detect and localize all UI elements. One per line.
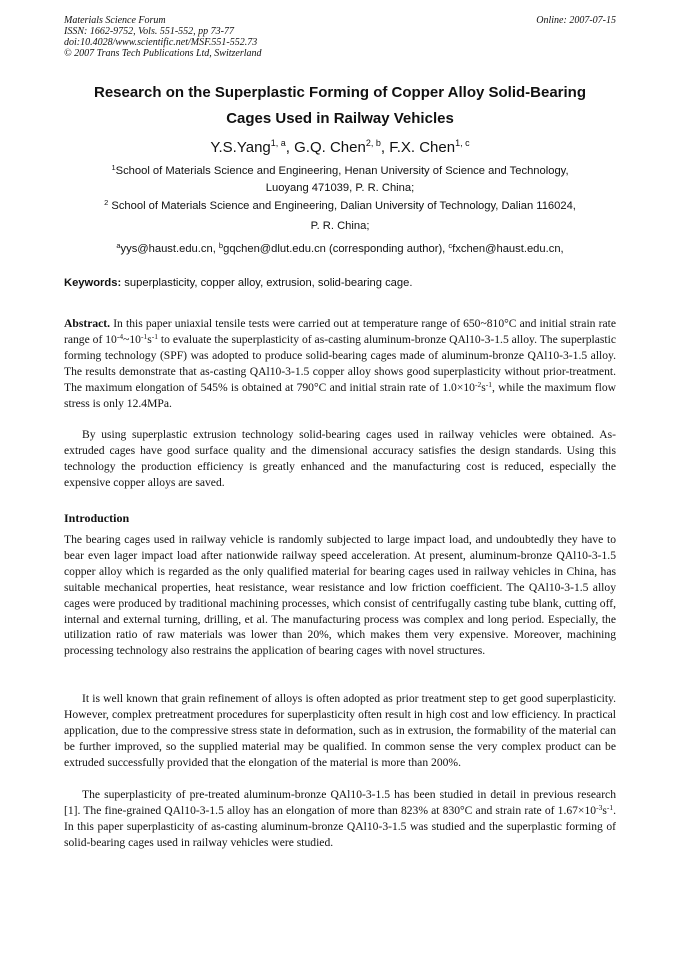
intro-paragraph-1 xyxy=(64,532,616,659)
paragraph-text: The superplasticity of pre-treated aluminum-bronze QAl10-3-1.5 has been studied in detail in previous research [1]. The fine-grained QAl10-3-1.5 alloy has an elongation of more than 823% at 830°C and strain rate of $1.67\times 10^{-3}s^{-1}$. In this paper superplasticity of as-casting aluminum-bronze QAl10-3-1.5 was studied and the superplastic forming of solid-bearing cages used in railway vehicles were studied. xyxy=(64,788,616,849)
paragraph-text: By using superplastic extrusion technology solid-bearing cages used in railway vehicles were obtained. As-extruded cages have good surface quality and the dimensional accuracy satisfies the design standards. Using this technology the production efficiency is greatly enhanced and the manufacturing cost is reduced, especially the expensive copper alloys are saved. xyxy=(64,428,616,489)
author-affil-sup: 1, a xyxy=(270,138,286,148)
keywords xyxy=(64,276,616,291)
superscript: -1 xyxy=(485,379,492,389)
journal-header xyxy=(64,15,616,59)
superscript: -3 xyxy=(596,802,603,812)
keywords-text: superplasticity, copper alloy, extrusion, solid-bearing cage. xyxy=(121,277,413,289)
affil-text: Luoyang 471039, P. R. China; xyxy=(265,182,415,194)
title-line-2: Cages Used in Railway Vehicles xyxy=(226,110,454,127)
email-link[interactable]: yys@haust.edu.cn, xyxy=(120,243,219,255)
paragraph-text: In this paper uniaxial tensile tests were carried out at temperature range of 650~810°C and initial strain rate range of $10^{-4}\sim 10^{-1}s^{-1}$ to evaluate the superplasticity of as-casting aluminum-bronze QAl10-3-1.5 alloy. The superplastic forming technology (SPF) was adopted to produce solid-bearing cages made of aluminum-bronze QAl10-3-1.5 alloy. The results demonstrate that as-casting QAl10-3-1.5 copper alloy shows good superplasticity without prior-treatment. The maximum elongation of 545% is obtained at 790°C and initial strain rate of $1.0\times 10^{-2}s^{-1}$, while the maximum flow stress is only 12.4MPa. xyxy=(64,317,617,410)
affil-text: P. R. China; xyxy=(310,220,370,232)
copyright-line: © 2007 Trans Tech Publications Ltd, Switzerland xyxy=(64,48,262,59)
superscript: -1 xyxy=(606,802,614,812)
email-sup: a xyxy=(116,241,121,250)
author-name: F.X. Chen xyxy=(389,139,456,156)
superscript: -2 xyxy=(474,379,482,389)
author-affil-sup: 1, c xyxy=(455,138,470,148)
author-name: G.Q. Chen xyxy=(294,139,366,156)
superscript: -1 xyxy=(151,331,158,341)
online-date: Online: 2007-07-15 xyxy=(536,15,616,26)
abstract-label: Abstract. xyxy=(64,317,111,330)
section-heading-introduction: Introduction xyxy=(64,511,130,525)
affil-text: School of Materials Science and Engineering, Henan University of Science and Technology, xyxy=(115,165,569,177)
intro-paragraph-3 xyxy=(64,787,616,851)
paragraph-text: The bearing cages used in railway vehicle is randomly subjected to large impact load, and undoubtedly they have to bear even lager impact load after nationwide railway speed acceleration. At present, aluminum-bronze QAl10-3-1.5 copper alloy which is regarded as the only qualified material for bearing cages used in railway vehicles in China, has suitable mechanical properties, heat resistance, wear resistance and low friction coefficient. The QAl10-3-1.5 alloy cages were produced by traditional machining processes, which consist of centrifugally casting tube blank, cutting off, internal and external turning, drilling, et al. The manufacturing process was complex and long period. Especially, the utilization ratio of raw materials was lower than 20%, which makes them very expensive. Moreover, machining processing technology also restrains the application of bearing cages with novel structures. xyxy=(64,533,616,658)
email-link[interactable]: gqchen@dlut.edu.cn (corresponding author), xyxy=(223,243,449,255)
abstract-paragraph-1 xyxy=(64,316,616,411)
affiliation-1 xyxy=(64,163,616,197)
author-affil-sup: 2, b xyxy=(365,138,381,148)
superscript: -1 xyxy=(140,331,148,341)
intro-paragraph-2 xyxy=(64,691,616,771)
title-line-1: Research on the Superplastic Forming of Copper Alloy Solid-Bearing xyxy=(93,84,586,101)
email-sup: c xyxy=(448,241,453,250)
affiliation-2 xyxy=(64,198,616,235)
keywords-label: Keywords: xyxy=(64,277,122,289)
superscript: -4 xyxy=(116,331,124,341)
abstract-paragraph-2 xyxy=(64,427,616,491)
affil-sup: 2 xyxy=(104,198,109,207)
journal-name: Materials Science Forum xyxy=(64,15,166,26)
affil-text: School of Materials Science and Engineering, Dalian University of Technology, Dalian 116024, xyxy=(111,200,576,212)
issn-line: ISSN: 1662-9752, Vols. 551-552, pp 73-77 xyxy=(64,26,234,37)
email-line xyxy=(64,241,616,258)
paper-title xyxy=(64,80,616,132)
paragraph-text: It is well known that grain refinement of alloys is often adopted as prior treatment step to get good superplasticity. However, complex pretreatment procedures for superplasticity often result in high cost and low efficiency. In practical application, due to the compressive stress state in deformation, such as in extrusion, the formability of the material can be further improved, so the supplied material may be qualified. In common sense the very complex product can be extruded successfully provided that the elongation of the material is more than 200%. xyxy=(64,692,616,769)
author-list: Y.S.Yang$^{1, a}$, G.Q. Chen$^{2, b}$, F.X. Chen$^{1, c}$ xyxy=(210,138,470,156)
email-link[interactable]: fxchen@haust.edu.cn, xyxy=(452,243,564,255)
affil-sup: 1 xyxy=(111,163,116,172)
doi-line: doi:10.4028/www.scientific.net/MSF.551-552.73 xyxy=(64,37,258,48)
email-sup: b xyxy=(218,241,224,250)
author-name: Y.S.Yang xyxy=(210,139,271,156)
